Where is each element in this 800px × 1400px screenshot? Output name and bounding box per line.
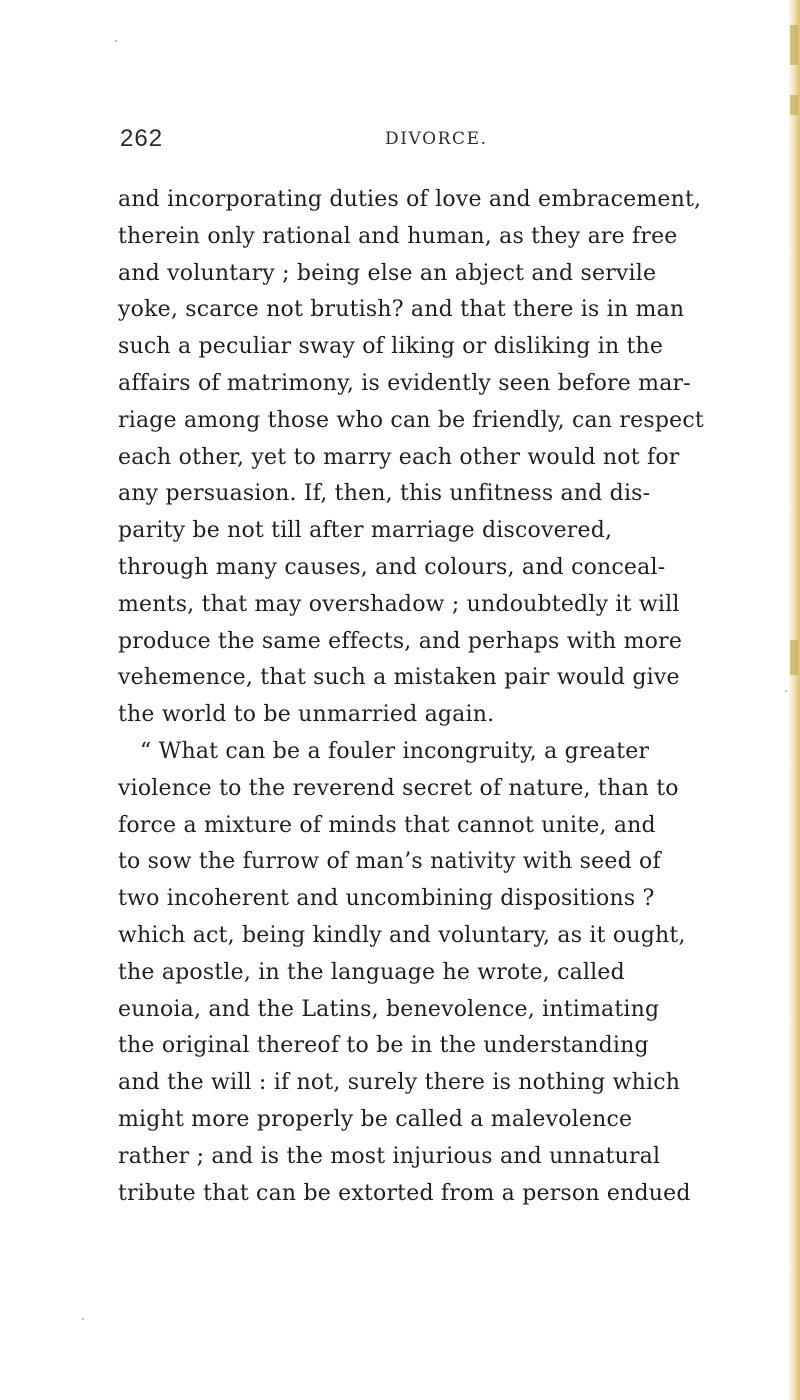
text-line: such a peculiar sway of liking or disliking in the — [118, 334, 664, 360]
text-line: the original thereof to be in the understanding — [118, 1033, 649, 1059]
text-line: the apostle, in the language he wrote, called — [118, 959, 625, 985]
body-text — [118, 182, 738, 1212]
text-line: force a mixture of minds that cannot unite, and — [118, 812, 656, 838]
text-line: each other, yet to marry each other would not for — [118, 444, 680, 470]
text-line: “ What can be a fouler incongruity, a greater — [140, 738, 650, 764]
text-line: and incorporating duties of love and embracement, — [118, 187, 702, 212]
text-line: affairs of matrimony, is evidently seen before mar- — [118, 370, 691, 396]
edge-stain — [790, 25, 798, 65]
text-line: riage among those who can be friendly, can respect — [118, 407, 704, 433]
text-line: vehemence, that such a mistaken pair would give — [118, 665, 680, 691]
text-line: tribute that can be extorted from a person endued — [118, 1180, 691, 1206]
running-head — [120, 125, 600, 155]
text-line: yoke, scarce not brutish? and that there is in man — [118, 297, 685, 323]
text-line: parity be not till after marriage discovered, — [118, 518, 613, 544]
text-line: through many causes, and colours, and conceal- — [118, 554, 666, 580]
running-title: DIVORCE. — [385, 129, 488, 149]
text-line: might more properly be called a malevolence — [118, 1106, 633, 1132]
text-line: violence to the reverend secret of nature, than to — [118, 775, 679, 801]
text-line: two incoherent and uncombining dispositions ? — [118, 886, 655, 912]
text-line: therein only rational and human, as they are free — [118, 223, 678, 249]
page-number: 262 — [120, 125, 164, 152]
text-line: the world to be unmarried again. — [118, 702, 495, 728]
text-line: and voluntary ; being else an abject and servile — [118, 260, 657, 286]
text-line: rather ; and is the most injurious and unnatural — [118, 1143, 661, 1169]
text-line: which act, being kindly and voluntary, as it ought, — [118, 922, 686, 948]
paper-speck — [82, 1318, 84, 1320]
paper-speck — [785, 690, 787, 692]
edge-stain — [790, 95, 798, 115]
text-line: to sow the furrow of man’s nativity with seed of — [118, 849, 661, 875]
paper-speck — [115, 40, 117, 42]
text-line: ments, that may overshadow ; undoubtedly it will — [118, 591, 680, 617]
page-edge — [788, 0, 800, 1400]
text-line: produce the same effects, and perhaps with more — [118, 628, 683, 654]
text-line: and the will : if not, surely there is nothing which — [118, 1070, 681, 1096]
text-line: eunoia, and the Latins, benevolence, intimating — [118, 996, 660, 1022]
text-line: any persuasion. If, then, this unfitness and dis- — [118, 481, 651, 507]
edge-stain — [790, 640, 798, 675]
